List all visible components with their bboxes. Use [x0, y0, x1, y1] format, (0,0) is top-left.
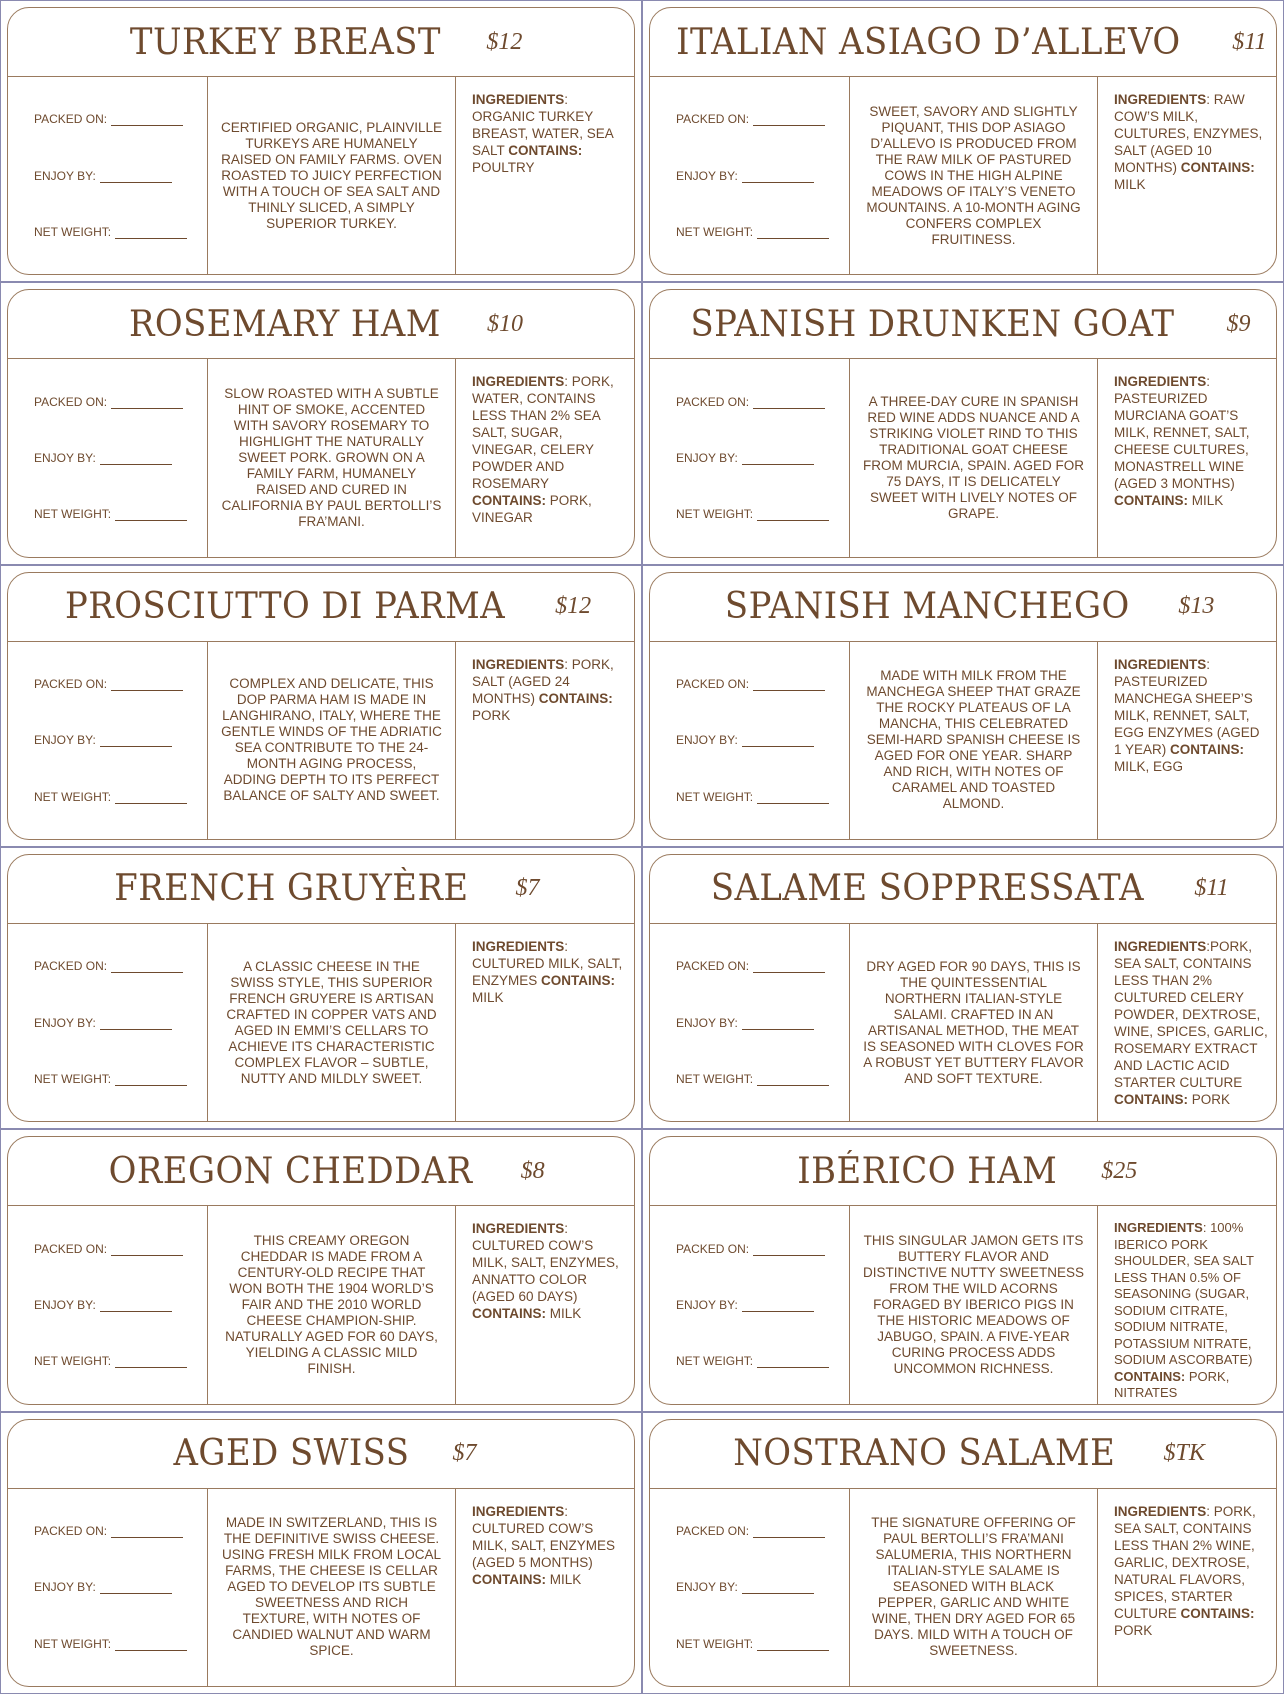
label-body — [650, 642, 1276, 839]
packed-on-line — [111, 124, 183, 126]
product-label — [649, 572, 1277, 840]
packed-on-field — [676, 1242, 849, 1256]
contains-text: MILK — [549, 1306, 582, 1322]
contains-text: PORK, VINEGAR — [472, 493, 592, 526]
enjoy-by-line — [100, 745, 172, 747]
label-header — [650, 573, 1276, 642]
enjoy-by-line — [100, 463, 172, 465]
packed-on-field — [676, 959, 849, 973]
fill-in-fields — [650, 77, 850, 274]
ingredients-text: : RAW COW’S MILK, CULTURES, ENZYMES, SALT (AGED 10 MONTHS) — [1114, 92, 1263, 175]
ingredients-heading: INGREDIENTS — [472, 1221, 565, 1237]
product-title: NOSTRANO SALAME — [733, 1433, 1116, 1475]
packed-on-label: PACKED ON: — [34, 112, 108, 127]
packed-on-field — [34, 677, 207, 691]
fill-in-fields — [650, 1206, 850, 1403]
product-label — [649, 1419, 1277, 1687]
product-description: MADE WITH MILK FROM THE MANCHEGA SHEEP THAT GRAZE THE ROCKY PLATEAUS OF LA MANCHA, THIS CELEBRATED SEMI-HARD SPANISH CHEESE IS AGED FOR ONE YEAR. SHARP AND RICH, WITH NOTES OF CARAMEL AND TOASTED ALMOND. — [850, 642, 1098, 839]
label-cell — [642, 847, 1284, 1129]
net-weight-line — [757, 802, 829, 804]
enjoy-by-label: ENJOY BY: — [676, 733, 738, 748]
label-header — [650, 1137, 1276, 1206]
contains-text: MILK — [549, 1571, 582, 1587]
enjoy-by-field — [676, 1298, 849, 1312]
ingredients-text: : ORGANIC TURKEY BREAST, WATER, SEA SALT — [472, 92, 614, 158]
product-price: $10 — [486, 310, 523, 337]
contains-heading: CONTAINS: — [1170, 741, 1245, 757]
enjoy-by-field — [34, 169, 207, 183]
fill-in-fields — [8, 1489, 208, 1686]
product-price: $8 — [520, 1157, 545, 1184]
label-body — [8, 77, 634, 274]
net-weight-line — [115, 237, 187, 239]
product-description: A CLASSIC CHEESE IN THE SWISS STYLE, THIS SUPERIOR FRENCH GRUYERE IS ARTISAN CRAFTED IN COPPER VATS AND AGED IN EMMI’S CELLARS TO ACHIEVE ITS CHARACTERISTIC COMPLEX FLAVOR – SUBTLE, NUTTY AND MILDLY SWEET. — [208, 924, 456, 1121]
packed-on-field — [34, 959, 207, 973]
net-weight-field — [676, 507, 849, 521]
product-title: ITALIAN ASIAGO D’ALLEVO — [675, 21, 1181, 63]
contains-text: POULTRY — [472, 160, 535, 175]
enjoy-by-line — [100, 1028, 172, 1030]
label-cell — [642, 565, 1284, 847]
enjoy-by-field — [34, 451, 207, 465]
ingredients-heading: INGREDIENTS — [1114, 92, 1207, 107]
label-cell — [0, 1412, 642, 1694]
product-description: SLOW ROASTED WITH A SUBTLE HINT OF SMOKE, ACCENTED WITH SAVORY ROSEMARY TO HIGHLIGHT THE NATURALLY SWEET PORK. GROWN ON A FAMILY FARM, HUMANELY RAISED AND CURED IN CALIFORNIA BY PAUL BERTOLLI’S FRA’MANI. — [208, 359, 456, 556]
product-price: $7 — [515, 875, 540, 902]
fill-in-fields — [650, 642, 850, 839]
product-price: $25 — [1101, 1157, 1138, 1184]
label-header — [8, 1137, 634, 1206]
net-weight-label: NET WEIGHT: — [34, 225, 112, 240]
net-weight-label: NET WEIGHT: — [676, 1072, 754, 1087]
product-title: FRENCH GRUYÈRE — [113, 868, 469, 910]
ingredients-text: : 100% IBERICO PORK SHOULDER, SEA SALT LESS THAN 0.5% OF SEASONING (SUGAR, SODIUM CITRATE, SODIUM NITRATE, POTASSIUM NITRATE, SODIUM ASCORBATE) — [1114, 1220, 1254, 1368]
ingredients-text: : CULTURED COW’S MILK, SALT, ENZYMES, ANNATTO COLOR (AGED 60 DAYS) — [472, 1221, 619, 1305]
ingredients-heading: INGREDIENTS — [472, 92, 565, 107]
label-cell — [642, 282, 1284, 564]
enjoy-by-label: ENJOY BY: — [34, 1297, 96, 1312]
ingredients-block — [1098, 1489, 1276, 1686]
net-weight-line — [757, 519, 829, 521]
packed-on-label: PACKED ON: — [34, 1241, 108, 1256]
product-description: SWEET, SAVORY AND SLIGHTLY PIQUANT, THIS DOP ASIAGO D’ALLEVO IS PRODUCED FROM THE RAW MILK OF PASTURED COWS IN THE HIGH ALPINE MEADOWS OF ITALY’S VENETO MOUNTAINS. A 10-MONTH AGING CONFERS COMPLEX FRUITINESS. — [850, 77, 1098, 274]
label-header — [650, 1420, 1276, 1489]
contains-text: PORK, NITRATES — [1114, 1368, 1230, 1401]
product-description: COMPLEX AND DELICATE, THIS DOP PARMA HAM IS MADE IN LANGHIRANO, ITALY, WHERE THE GENTLE WINDS OF THE ADRIATIC SEA CONTRIBUTE TO THE 24-MONTH AGING PROCESS, ADDING DEPTH TO ITS PERFECT BALANCE OF SALTY AND SWEET. — [208, 642, 456, 839]
enjoy-by-label: ENJOY BY: — [34, 450, 96, 465]
enjoy-by-label: ENJOY BY: — [34, 1580, 96, 1595]
product-label — [7, 572, 635, 840]
product-price: $11 — [1232, 28, 1267, 55]
enjoy-by-field — [34, 1298, 207, 1312]
label-body — [8, 924, 634, 1121]
product-title: SPANISH MANCHEGO — [724, 586, 1130, 628]
product-label — [7, 7, 635, 275]
contains-text: MILK — [472, 989, 504, 1005]
net-weight-field — [676, 1637, 849, 1651]
packed-on-label: PACKED ON: — [676, 959, 750, 974]
contains-heading: CONTAINS: — [1114, 1091, 1188, 1107]
ingredients-block — [1098, 642, 1276, 839]
label-header — [650, 855, 1276, 924]
net-weight-line — [115, 1366, 187, 1368]
ingredients-text: : PORK, SEA SALT, CONTAINS LESS THAN 2% WINE, GARLIC, DEXTROSE, NATURAL FLAVORS, SPICES, STARTER CULTURE — [1114, 1503, 1256, 1621]
label-body — [8, 1489, 634, 1686]
product-description: DRY AGED FOR 90 DAYS, THIS IS THE QUINTESSENTIAL NORTHERN ITALIAN-STYLE SALAMI. CRAFTED IN AN ARTISANAL METHOD, THE MEAT IS SEASONED WITH CLOVES FOR A ROBUST YET BUTTERY FLAVOR AND SOFT TEXTURE. — [850, 924, 1098, 1121]
product-title: AGED SWISS — [173, 1433, 409, 1475]
net-weight-field — [34, 507, 207, 521]
net-weight-line — [115, 519, 187, 521]
ingredients-block — [1098, 924, 1276, 1121]
product-price: $TK — [1163, 1440, 1205, 1467]
enjoy-by-line — [742, 1028, 814, 1030]
fill-in-fields — [8, 1206, 208, 1403]
label-cell — [642, 1412, 1284, 1694]
enjoy-by-label: ENJOY BY: — [676, 1297, 738, 1312]
contains-text: PORK — [472, 707, 511, 723]
contains-text: MILK — [1114, 177, 1146, 192]
net-weight-field — [34, 1637, 207, 1651]
product-description: MADE IN SWITZERLAND, THIS IS THE DEFINITIVE SWISS CHEESE. USING FRESH MILK FROM LOCAL FARMS, THE CHEESE IS CELLAR AGED TO DEVELOP ITS SUBTLE SWEETNESS AND RICH TEXTURE, WITH NOTES OF CANDIED WALNUT AND WARM SPICE. — [208, 1489, 456, 1686]
ingredients-text: : CULTURED COW’S MILK, SALT, ENZYMES (AGED 5 MONTHS) — [472, 1503, 616, 1570]
net-weight-line — [757, 1366, 829, 1368]
packed-on-label: PACKED ON: — [676, 1241, 750, 1256]
product-title: SALAME SOPPRESSATA — [711, 868, 1145, 910]
net-weight-field — [676, 1354, 849, 1368]
packed-on-line — [753, 689, 825, 691]
contains-text: MILK, EGG — [1114, 758, 1184, 774]
enjoy-by-label: ENJOY BY: — [676, 168, 738, 183]
ingredients-block — [456, 77, 634, 274]
fill-in-fields — [650, 359, 850, 556]
label-cell — [0, 0, 642, 282]
net-weight-line — [115, 1649, 187, 1651]
label-cell — [642, 1129, 1284, 1411]
enjoy-by-label: ENJOY BY: — [676, 1580, 738, 1595]
net-weight-label: NET WEIGHT: — [676, 507, 754, 522]
packed-on-label: PACKED ON: — [34, 676, 108, 691]
label-body — [650, 1206, 1276, 1403]
enjoy-by-field — [676, 1580, 849, 1594]
product-price: $13 — [1178, 593, 1215, 620]
net-weight-label: NET WEIGHT: — [34, 507, 112, 522]
packed-on-field — [676, 395, 849, 409]
ingredients-text: : PASTEURIZED MURCIANA GOAT’S MILK, RENNET, SALT, CHEESE CULTURES, MONASTRELL WINE (AGED 3 MONTHS) — [1114, 374, 1250, 492]
product-label — [7, 854, 635, 1122]
packed-on-label: PACKED ON: — [676, 676, 750, 691]
label-cell — [0, 282, 642, 564]
net-weight-line — [115, 802, 187, 804]
enjoy-by-line — [742, 1310, 814, 1312]
fill-in-fields — [650, 1489, 850, 1686]
label-body — [650, 359, 1276, 556]
packed-on-line — [111, 689, 183, 691]
ingredients-heading: INGREDIENTS — [472, 1503, 565, 1519]
fill-in-fields — [8, 642, 208, 839]
label-cell — [0, 1129, 642, 1411]
contains-heading: CONTAINS: — [472, 1571, 546, 1587]
product-label — [7, 1419, 635, 1687]
packed-on-line — [753, 407, 825, 409]
product-price: $12 — [486, 28, 523, 55]
product-label — [7, 289, 635, 557]
net-weight-label: NET WEIGHT: — [34, 1636, 112, 1651]
enjoy-by-line — [100, 1310, 172, 1312]
label-header — [650, 290, 1276, 359]
contains-heading: CONTAINS: — [472, 493, 546, 509]
enjoy-by-line — [742, 463, 814, 465]
product-description: A THREE-DAY CURE IN SPANISH RED WINE ADDS NUANCE AND A STRIKING VIOLET RIND TO THIS TRADITIONAL GOAT CHEESE FROM MURCIA, SPAIN. AGED FOR 75 DAYS, IT IS DELICATELY SWEET WITH LIVELY NOTES OF GRAPE. — [850, 359, 1098, 556]
net-weight-field — [34, 1072, 207, 1086]
packed-on-label: PACKED ON: — [676, 394, 750, 409]
ingredients-block — [456, 1489, 634, 1686]
ingredients-block — [456, 1206, 634, 1403]
contains-heading: CONTAINS: — [1180, 160, 1255, 175]
net-weight-label: NET WEIGHT: — [34, 1354, 112, 1369]
product-label — [649, 854, 1277, 1122]
contains-text: PORK — [1114, 1622, 1153, 1638]
label-body — [8, 359, 634, 556]
enjoy-by-field — [34, 1580, 207, 1594]
contains-heading: CONTAINS: — [541, 972, 616, 988]
packed-on-label: PACKED ON: — [34, 394, 108, 409]
ingredients-heading: INGREDIENTS — [472, 374, 565, 390]
ingredients-heading: INGREDIENTS — [1114, 374, 1207, 390]
enjoy-by-field — [676, 451, 849, 465]
product-description: CERTIFIED ORGANIC, PLAINVILLE TURKEYS ARE HUMANELY RAISED ON FAMILY FARMS. OVEN ROASTED TO JUICY PERFECTION WITH A TOUCH OF SEA SALT AND THINLY SLICED, A SIMPLY SUPERIOR TURKEY. — [208, 77, 456, 274]
product-description: THIS CREAMY OREGON CHEDDAR IS MADE FROM A CENTURY-OLD RECIPE THAT WON BOTH THE 1904 WORLD’S FAIR AND THE 2010 WORLD CHEESE CHAMPION-SHIP. NATURALLY AGED FOR 60 DAYS, YIELDING A CLASSIC MILD FINISH. — [208, 1206, 456, 1403]
packed-on-label: PACKED ON: — [34, 959, 108, 974]
packed-on-field — [34, 1524, 207, 1538]
ingredients-heading: INGREDIENTS — [1114, 1220, 1203, 1236]
product-price: $7 — [452, 1440, 477, 1467]
product-title: OREGON CHEDDAR — [109, 1150, 473, 1192]
ingredients-block — [456, 642, 634, 839]
ingredients-heading: INGREDIENTS — [1114, 1503, 1207, 1519]
label-body — [650, 924, 1276, 1121]
packed-on-line — [753, 971, 825, 973]
net-weight-field — [34, 790, 207, 804]
label-cell — [0, 847, 642, 1129]
ingredients-block — [1098, 77, 1276, 274]
packed-on-line — [111, 971, 183, 973]
enjoy-by-line — [742, 1592, 814, 1594]
ingredients-heading: INGREDIENTS — [1114, 656, 1207, 672]
enjoy-by-field — [34, 733, 207, 747]
contains-heading: CONTAINS: — [1114, 1368, 1186, 1384]
label-body — [650, 77, 1276, 274]
net-weight-line — [757, 1084, 829, 1086]
ingredients-heading: INGREDIENTS — [472, 656, 565, 672]
packed-on-line — [111, 1254, 183, 1256]
ingredients-block — [1098, 1206, 1276, 1403]
net-weight-field — [676, 225, 849, 239]
product-price: $9 — [1226, 310, 1251, 337]
enjoy-by-field — [676, 1016, 849, 1030]
ingredients-text: : PORK, SALT (AGED 24 MONTHS) — [472, 656, 614, 706]
product-title: IBÉRICO HAM — [797, 1150, 1057, 1192]
fill-in-fields — [8, 924, 208, 1121]
packed-on-field — [34, 112, 207, 126]
enjoy-by-label: ENJOY BY: — [34, 733, 96, 748]
ingredients-text: : PORK, WATER, CONTAINS LESS THAN 2% SEA SALT, SUGAR, VINEGAR, CELERY POWDER AND ROSEMARY — [472, 374, 614, 492]
product-label — [649, 1136, 1277, 1404]
net-weight-line — [757, 237, 829, 239]
label-header — [8, 8, 634, 77]
enjoy-by-label: ENJOY BY: — [34, 1015, 96, 1030]
enjoy-by-field — [34, 1016, 207, 1030]
ingredients-block — [1098, 359, 1276, 556]
ingredients-block — [456, 359, 634, 556]
net-weight-field — [34, 225, 207, 239]
product-label — [649, 7, 1277, 275]
packed-on-line — [753, 124, 825, 126]
packed-on-line — [111, 1536, 183, 1538]
product-title: ROSEMARY HAM — [129, 303, 441, 345]
packed-on-field — [676, 1524, 849, 1538]
contains-text: MILK — [1191, 493, 1224, 509]
label-body — [8, 642, 634, 839]
net-weight-label: NET WEIGHT: — [676, 1636, 754, 1651]
packed-on-label: PACKED ON: — [676, 1523, 750, 1538]
label-header — [8, 573, 634, 642]
enjoy-by-line — [742, 181, 814, 183]
fill-in-fields — [650, 924, 850, 1121]
product-price: $11 — [1194, 875, 1229, 902]
enjoy-by-line — [100, 1592, 172, 1594]
product-label — [7, 1136, 635, 1404]
packed-on-field — [34, 1242, 207, 1256]
packed-on-field — [34, 395, 207, 409]
net-weight-field — [676, 790, 849, 804]
ingredients-text: : PASTEURIZED MANCHEGA SHEEP’S MILK, RENNET, SALT, EGG ENZYMES (AGED 1 YEAR) — [1114, 656, 1260, 757]
packed-on-line — [753, 1254, 825, 1256]
ingredients-heading: INGREDIENTS — [1114, 938, 1207, 954]
contains-heading: CONTAINS: — [1114, 493, 1188, 509]
product-label — [649, 289, 1277, 557]
enjoy-by-label: ENJOY BY: — [676, 450, 738, 465]
packed-on-label: PACKED ON: — [34, 1523, 108, 1538]
packed-on-field — [676, 677, 849, 691]
product-title: PROSCIUTTO DI PARMA — [64, 586, 506, 628]
product-description: THE SIGNATURE OFFERING OF PAUL BERTOLLI’S FRA’MANI SALUMERIA, THIS NORTHERN ITALIAN-STYLE SALAME IS SEASONED WITH BLACK PEPPER, GARLIC AND WHITE WINE, THEN DRY AGED FOR 65 DAYS. MILD WITH A TOUCH OF SWEETNESS. — [850, 1489, 1098, 1686]
fill-in-fields — [8, 77, 208, 274]
net-weight-label: NET WEIGHT: — [676, 1354, 754, 1369]
product-title: SPANISH DRUNKEN GOAT — [690, 303, 1176, 345]
fill-in-fields — [8, 359, 208, 556]
ingredients-heading: INGREDIENTS — [472, 938, 565, 954]
contains-heading: CONTAINS: — [472, 1306, 546, 1322]
net-weight-field — [34, 1354, 207, 1368]
net-weight-line — [115, 1084, 187, 1086]
enjoy-by-label: ENJOY BY: — [34, 168, 96, 183]
net-weight-label: NET WEIGHT: — [34, 789, 112, 804]
ingredients-text: :PORK, SEA SALT, CONTAINS LESS THAN 2% CULTURED CELERY POWDER, DEXTROSE, WINE, SPICES, GARLIC, ROSEMARY EXTRACT AND LACTIC ACID STARTER CULTURE — [1114, 938, 1268, 1090]
product-price: $12 — [555, 593, 592, 620]
enjoy-by-field — [676, 733, 849, 747]
label-header — [8, 855, 634, 924]
packed-on-line — [753, 1536, 825, 1538]
contains-heading: CONTAINS: — [1180, 1605, 1255, 1621]
net-weight-label: NET WEIGHT: — [676, 789, 754, 804]
label-cell — [0, 565, 642, 847]
net-weight-field — [676, 1072, 849, 1086]
net-weight-label: NET WEIGHT: — [34, 1072, 112, 1087]
enjoy-by-field — [676, 169, 849, 183]
net-weight-label: NET WEIGHT: — [676, 225, 754, 240]
packed-on-label: PACKED ON: — [676, 112, 750, 127]
label-header — [8, 1420, 634, 1489]
label-body — [650, 1489, 1276, 1686]
product-title: TURKEY BREAST — [129, 21, 441, 63]
enjoy-by-label: ENJOY BY: — [676, 1015, 738, 1030]
enjoy-by-line — [100, 181, 172, 183]
label-header — [8, 290, 634, 359]
label-cell — [642, 0, 1284, 282]
label-header — [650, 8, 1276, 77]
label-body — [8, 1206, 634, 1403]
contains-heading: CONTAINS: — [538, 690, 613, 706]
packed-on-field — [676, 112, 849, 126]
contains-heading: CONTAINS: — [508, 143, 583, 158]
contains-text: PORK — [1191, 1091, 1231, 1107]
ingredients-block — [456, 924, 634, 1121]
product-description: THIS SINGULAR JAMON GETS ITS BUTTERY FLAVOR AND DISTINCTIVE NUTTY SWEETNESS FROM THE WILD ACORNS FORAGED BY IBERICO PIGS IN THE HISTORIC MEADOWS OF JABUGO, SPAIN. A FIVE-YEAR CURING PROCESS ADDS UNCOMMON RICHNESS. — [850, 1206, 1098, 1403]
packed-on-line — [111, 407, 183, 409]
net-weight-line — [757, 1649, 829, 1651]
enjoy-by-line — [742, 745, 814, 747]
ingredients-text: : CULTURED MILK, SALT, ENZYMES — [472, 938, 623, 988]
